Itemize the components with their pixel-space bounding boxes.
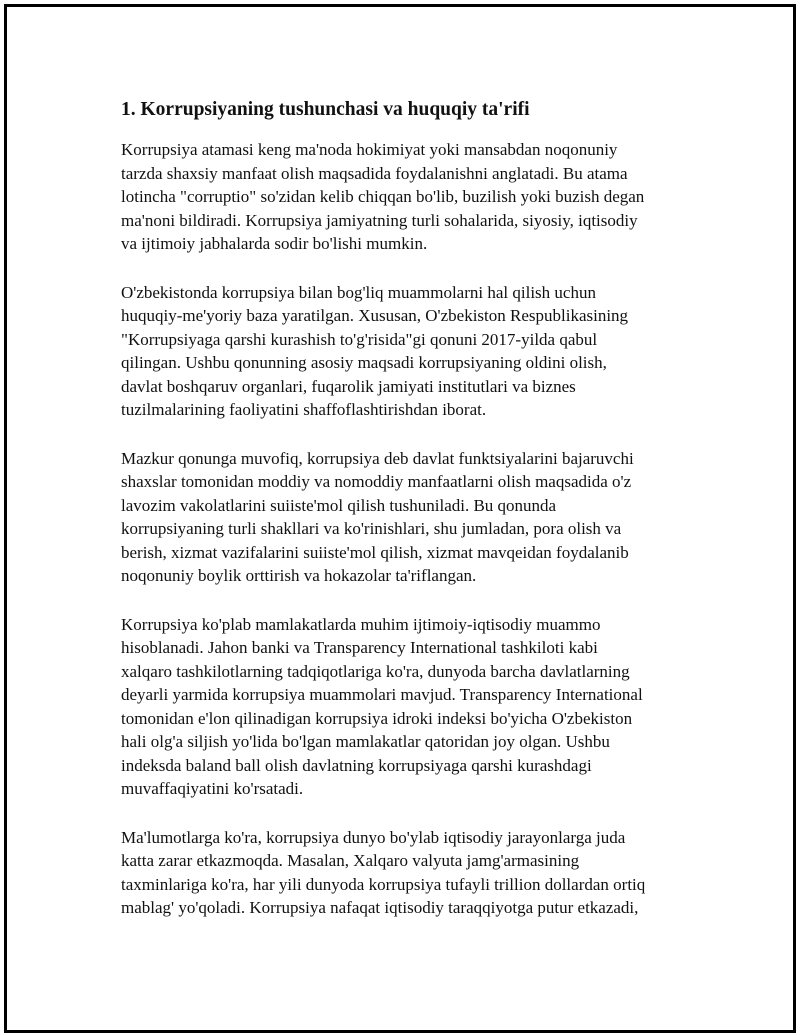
text-line: muvaffaqiyatini ko'rsatadi.: [121, 779, 304, 798]
text-line: lotincha "corruptio" so'zidan kelib chiqqan bo'lib, buzilish yoki buzish degan: [121, 187, 645, 206]
text-line: ma'noni bildiradi. Korrupsiya jamiyatning turli sohalarida, siyosiy, iqtisodiy: [121, 210, 638, 230]
text-line: shaxslar tomonidan moddiy va nomoddiy manfaatlarni olish maqsadida o'z: [121, 472, 632, 491]
text-line: qilingan. Ushbu qonunning asosiy maqsadi korrupsiyaning oldini olish,: [121, 353, 607, 372]
text-line: O'zbekistonda korrupsiya bilan bog'liq muammolarni hal qilish uchun: [121, 282, 596, 302]
text-line: Korrupsiya atamasi keng ma'noda hokimiyat yoki mansabdan noqonuniy: [121, 140, 618, 159]
paragraph-economic-damage: [121, 826, 699, 920]
text-line: deyarli yarmida korrupsiya muammolari mavjud. Transparency International: [121, 685, 643, 704]
text-line: hali olg'a siljish yo'lida bo'lgan mamlakatlar qatoridan joy olgan. Ushbu: [121, 732, 610, 751]
text-line: huquqiy-me'yoriy baza yaratilgan. Xususan, O'zbekiston Respublikasining: [121, 306, 629, 325]
text-line: indeksda baland ball olish davlatning korrupsiyaga qarshi kurashdagi: [121, 755, 592, 775]
text-line: noqonuniy boylik orttirish va hokazolar ta'riflangan.: [121, 566, 477, 585]
text-line: taxminlariga ko'ra, har yili dunyoda korrupsiya tufayli trillion dollardan ortiq: [121, 874, 646, 894]
text-line: va ijtimoiy jabhalarda sodir bo'lishi mumkin.: [121, 234, 428, 253]
text-line: Mazkur qonunga muvofiq, korrupsiya deb davlat funktsiyalarini bajaruvchi: [121, 448, 634, 468]
paragraph-global-problem: [121, 613, 699, 801]
text-line: xalqaro tashkilotlarning tadqiqotlariga ko'ra, dunyoda barcha davlatlarning: [121, 661, 630, 681]
text-line: tomonidan e'lon qilinadigan korrupsiya idroki indeksi bo'yicha O'zbekiston: [121, 708, 633, 728]
text-line: katta zarar etkazmoqda. Masalan, Xalqaro valyuta jamg'armasining: [121, 851, 580, 870]
text-line: tarzda shaxsiy manfaat olish maqsadida foydalanishni anglatadi. Bu atama: [121, 163, 628, 183]
text-line: lavozim vakolatlarini suiiste'mol qilish tushuniladi. Bu qonunda: [121, 495, 557, 515]
section-heading: 1. Korrupsiyaning tushunchasi va huquqiy ta'rifi: [121, 99, 530, 120]
text-line: davlat boshqaruv organlari, fuqarolik jamiyati institutlari va biznes: [121, 376, 576, 396]
paragraph-definition: [121, 138, 699, 256]
text-line: hisoblanadi. Jahon banki va Transparency International tashkiloti kabi: [121, 638, 598, 657]
page-frame: [4, 4, 796, 1033]
document-body: [121, 97, 699, 945]
text-line: berish, xizmat vazifalarini suiiste'mol qilish, xizmat mavqeidan foydalanib: [121, 542, 629, 562]
text-line: Korrupsiya ko'plab mamlakatlarda muhim ijtimoiy-iqtisodiy muammo: [121, 614, 601, 634]
text-line: korrupsiyaning turli shakllari va ko'rinishlari, shu jumladan, pora olish va: [121, 519, 622, 538]
paragraph-law-definition: [121, 447, 699, 588]
text-line: Ma'lumotlarga ko'ra, korrupsiya dunyo bo'ylab iqtisodiy jarayonlarga juda: [121, 827, 626, 847]
text-line: mablag' yo'qoladi. Korrupsiya nafaqat iqtisodiy taraqqiyotga putur etkazadi,: [121, 898, 639, 917]
text-line: tuzilmalarining faoliyatini shaffoflashtirishdan iborat.: [121, 400, 487, 419]
paragraph-legal-basis: [121, 281, 699, 422]
text-line: "Korrupsiyaga qarshi kurashish to'g'risida"gi qonuni 2017-yilda qabul: [121, 329, 598, 349]
